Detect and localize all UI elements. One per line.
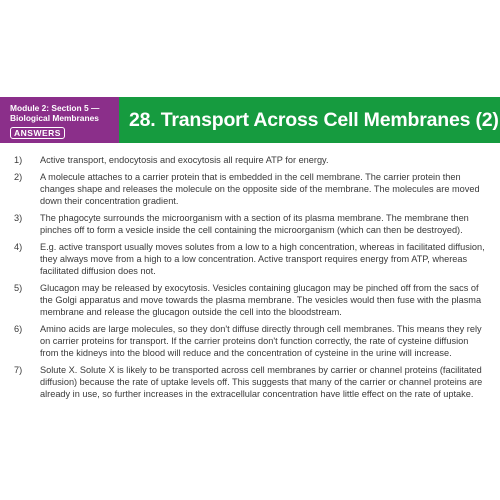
answer-text: The phagocyte surrounds the microorganism with a section of its plasma membrane. The membrane then pinches off to form a vesicle inside the cell containing the microorganism (which can then be destroyed). xyxy=(40,213,469,235)
module-line-2: Biological Membranes xyxy=(10,113,99,123)
answer-text: Active transport, endocytosis and exocytosis all require ATP for energy. xyxy=(40,155,329,165)
answer-item xyxy=(14,154,486,166)
module-label-box xyxy=(0,97,119,143)
answer-text: A molecule attaches to a carrier protein that is embedded in the cell membrane. The carrier protein then changes shape and releases the molecule on the opposite side of the membrane. The molecules are moved down their concentration gradient. xyxy=(40,172,480,206)
answer-item xyxy=(14,241,486,277)
answer-number: 6) xyxy=(14,324,23,334)
answer-number: 7) xyxy=(14,365,23,375)
answer-item xyxy=(14,282,486,318)
page-title: 28. Transport Across Cell Membranes (2) xyxy=(119,97,500,143)
answer-number: 5) xyxy=(14,283,23,293)
module-line-1: Module 2: Section 5 — xyxy=(10,103,100,113)
answer-number: 4) xyxy=(14,242,23,252)
answer-text: E.g. active transport usually moves solutes from a low to a high concentration, whereas in facilitated diffusion, they always move from a high to a low concentration. Active transport requires energy from ATP, whereas facilitated diffusion does not. xyxy=(40,242,485,276)
answer-item xyxy=(14,323,486,359)
page-header xyxy=(0,97,500,143)
answer-item xyxy=(14,364,486,400)
answer-number: 2) xyxy=(14,172,23,182)
answer-number: 1) xyxy=(14,155,23,165)
answer-item xyxy=(14,212,486,236)
answer-text: Amino acids are large molecules, so they don't diffuse directly through cell membranes. This means they rely on carrier proteins for transport. If the carrier proteins don't function correctly, the rate of cysteine diffusion from the kidneys into the blood will reduce and the concentration of cysteine in the urine will increase. xyxy=(40,324,482,358)
answer-number: 3) xyxy=(14,213,23,223)
answers-badge: ANSWERS xyxy=(10,127,65,139)
answer-text: Glucagon may be released by exocytosis. Vesicles containing glucagon may be pinched off from the sacs of the Golgi apparatus and move towards the plasma membrane. The vesicles would then fuse with the plasma membrane and release the glucagon outside the cell into the bloodstream. xyxy=(40,283,482,317)
answer-text: Solute X. Solute X is likely to be transported across cell membranes by carrier or channel proteins (facilitated diffusion) because the rate of uptake levels off. This suggests that many of the carrier or channel proteins are already in use, so further increases in the extracellular concentration have little effect on the rate of uptake. xyxy=(40,365,483,399)
answer-item xyxy=(14,171,486,207)
answer-list xyxy=(14,154,486,405)
